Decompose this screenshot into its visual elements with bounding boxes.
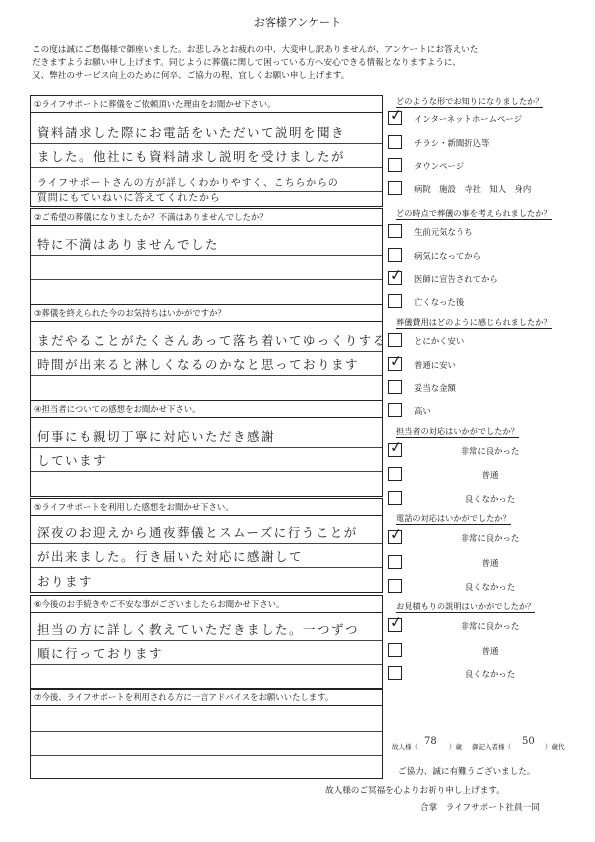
option-checkbox[interactable] bbox=[388, 224, 402, 238]
option-label: タウンページ bbox=[414, 161, 465, 171]
answer-line bbox=[31, 472, 382, 496]
answer-line bbox=[31, 144, 382, 168]
handwritten-answer: ました。他社にも資料請求し説明を受けましたが bbox=[37, 149, 346, 164]
answer-line bbox=[31, 192, 382, 206]
handwritten-answer: が出来ました。行き届いた対応に感謝して bbox=[37, 549, 304, 564]
option-label: 妥当な金額 bbox=[414, 383, 456, 393]
handwritten-answer: 順に行っております bbox=[37, 646, 164, 661]
answer-line bbox=[31, 706, 382, 732]
option-label: 良くなかった bbox=[464, 494, 516, 504]
right-question-label bbox=[396, 96, 543, 107]
option-label: 普通 bbox=[481, 646, 499, 656]
question-box-6 bbox=[30, 595, 383, 690]
option-label: 普通 bbox=[481, 558, 499, 568]
question-box-1 bbox=[30, 95, 383, 207]
answer-line bbox=[31, 280, 382, 304]
option-label: 非常に良かった bbox=[460, 533, 520, 543]
option-label: 病院 施設 寺社 知人 身内 bbox=[414, 184, 532, 194]
right-question-text: 電話の対応はいかがでしたか？ bbox=[396, 513, 511, 523]
prayer-text: 故人様のご冥福を心よりお祈り申し上げます。 bbox=[325, 786, 505, 796]
check-mark-icon: ✓ bbox=[388, 265, 404, 285]
option-label: 医師に宣告されてから bbox=[414, 274, 498, 284]
question-box-4 bbox=[30, 400, 383, 497]
handwritten-answer: 深夜のお迎えから通夜葬儀とスムーズに行うことが bbox=[37, 525, 358, 540]
question-box-5 bbox=[30, 498, 383, 593]
right-question-label bbox=[396, 513, 511, 524]
check-mark-icon: ✓ bbox=[388, 351, 404, 371]
question-box-3 bbox=[30, 304, 387, 401]
right-question-text: どの時点で葬儀の事を考えられましたか？ bbox=[396, 208, 552, 218]
handwritten-answer: ライフサポートさんの方が詳しくわかりやすく、こちらからの bbox=[37, 178, 339, 189]
right-question-label bbox=[396, 601, 535, 612]
writer-age-label: 御記入者様（ bbox=[472, 743, 511, 751]
answer-line bbox=[31, 613, 382, 641]
option-label: 良くなかった bbox=[464, 669, 516, 679]
option-label: 高い bbox=[414, 406, 431, 416]
intro-line: だきますようお願い申し上げます。同じように葬儀に関して困っている方へ安心できる情報となりますように、 bbox=[32, 57, 462, 68]
answer-line bbox=[31, 568, 382, 592]
check-mark-icon: ✓ bbox=[388, 437, 404, 457]
handwritten-answer: 何事にも親切丁寧に対応いただき感謝 bbox=[37, 429, 276, 444]
answer-line bbox=[31, 448, 382, 472]
option-label: チラシ・新聞折込等 bbox=[414, 138, 490, 148]
question-box-2 bbox=[30, 208, 383, 305]
right-question-text: どのような形でお知りになりましたか？ bbox=[396, 96, 544, 106]
option-checkbox[interactable] bbox=[388, 181, 402, 195]
right-question-label bbox=[396, 317, 552, 328]
option-label: 病気になってから bbox=[414, 251, 481, 261]
question-label: ⑤ライフサポートを利用した感想をお聞かせ下さい。 bbox=[31, 499, 382, 516]
question-box-7 bbox=[30, 688, 383, 779]
page-title: お客様アンケート bbox=[253, 16, 342, 29]
check-mark-icon: ✓ bbox=[388, 524, 404, 544]
option-label: 非常に良かった bbox=[460, 446, 520, 456]
deceased-age-label: 故人様（ bbox=[392, 743, 418, 751]
intro-text bbox=[32, 44, 572, 82]
option-checkbox[interactable] bbox=[388, 158, 402, 172]
intro-line: 又、弊社のサービス向上のために何卒、ご協力の程、宜しくお願い申し上げます。 bbox=[32, 70, 350, 81]
answer-line bbox=[31, 732, 382, 756]
writer-age-value: 50 bbox=[522, 736, 535, 747]
option-label: 普通 bbox=[481, 470, 499, 480]
option-checkbox[interactable] bbox=[388, 294, 402, 308]
right-question-text: 葬儀費用はどのように感じられましたか？ bbox=[396, 317, 552, 327]
deceased-age-unit: ）歳 bbox=[449, 743, 462, 751]
question-label: ⑦今後、ライフサポートを利用される方に一言アドバイスをお願いいたします。 bbox=[31, 689, 382, 706]
option-checkbox[interactable] bbox=[388, 333, 402, 347]
answer-line bbox=[31, 352, 382, 376]
option-checkbox[interactable] bbox=[388, 248, 402, 262]
option-checkbox[interactable] bbox=[388, 380, 402, 394]
writer-age-unit: ）歳代 bbox=[545, 743, 565, 751]
check-mark-icon: ✓ bbox=[388, 105, 404, 125]
handwritten-answer: 質問にもていねいに答えてくれたから bbox=[37, 193, 221, 204]
answer-line bbox=[31, 322, 387, 352]
option-label: 非常に良かった bbox=[460, 621, 520, 631]
deceased-age-value: 78 bbox=[424, 736, 437, 747]
option-label: 良くなかった bbox=[464, 582, 516, 592]
option-checkbox[interactable] bbox=[388, 135, 402, 149]
intro-line: この度は誠にご愁傷様で御座いました。お悲しみとお疲れの中、大変申し訳ありませんが、アンケートにお答えいた bbox=[32, 45, 479, 55]
option-label: 普通に安い bbox=[414, 360, 456, 370]
answer-line bbox=[31, 516, 382, 544]
answer-line bbox=[31, 418, 382, 448]
right-question-text: お見積もりの説明はいかがでしたか？ bbox=[396, 601, 536, 611]
check-mark-icon: ✓ bbox=[388, 612, 404, 632]
handwritten-answer: 特に不満はありませんでした bbox=[37, 237, 220, 252]
question-label: ①ライフサポートに葬儀をご依頼頂いた理由をお聞かせ下さい。 bbox=[31, 96, 382, 113]
right-question-label bbox=[396, 426, 519, 437]
answer-line bbox=[31, 665, 382, 689]
handwritten-answer: まだやることがたくさんあって落ち着いてゆっくりする bbox=[37, 333, 387, 348]
answer-line bbox=[31, 544, 382, 568]
handwritten-answer: 資料請求した際にお電話をいただいて説明を聞き bbox=[37, 125, 346, 140]
answer-line bbox=[31, 256, 382, 280]
answer-line bbox=[31, 641, 382, 665]
handwritten-answer: しています bbox=[37, 453, 108, 468]
option-label: 生前元気なうち bbox=[414, 227, 473, 237]
question-label: ②ご希望の葬儀になりましたか？不満はありませんでしたか？ bbox=[31, 209, 382, 226]
question-label: ③葬儀を終えられた今のお気持ちはいかがですか？ bbox=[31, 305, 382, 322]
option-checkbox[interactable] bbox=[388, 403, 402, 417]
right-question-label bbox=[396, 208, 552, 219]
handwritten-answer: 時間が出来ると淋しくなるのかなと思っております bbox=[37, 357, 360, 372]
right-question-text: 担当者の対応はいかがでしたか？ bbox=[396, 426, 519, 436]
handwritten-answer: 担当の方に詳しく教えていただきました。一つずつ bbox=[37, 622, 360, 637]
option-label: とにかく安い bbox=[414, 336, 465, 346]
answer-line bbox=[31, 376, 382, 400]
option-label: 亡くなった後 bbox=[414, 297, 465, 307]
question-label: ④担当者についての感想をお聞かせ下さい。 bbox=[31, 401, 382, 418]
answer-line bbox=[31, 756, 382, 778]
question-label: ⑥今後のお手続きやご不安な事がございましたらお聞かせ下さい。 bbox=[31, 596, 382, 613]
option-label: インターネットホームページ bbox=[414, 114, 522, 124]
answer-line bbox=[31, 226, 382, 256]
sign-text: 合掌 ライフサポート社員一同 bbox=[420, 803, 540, 813]
answer-line bbox=[31, 113, 382, 144]
handwritten-answer: おります bbox=[37, 574, 94, 589]
thanks-text: ご協力、誠に有難うございました。 bbox=[398, 767, 536, 777]
